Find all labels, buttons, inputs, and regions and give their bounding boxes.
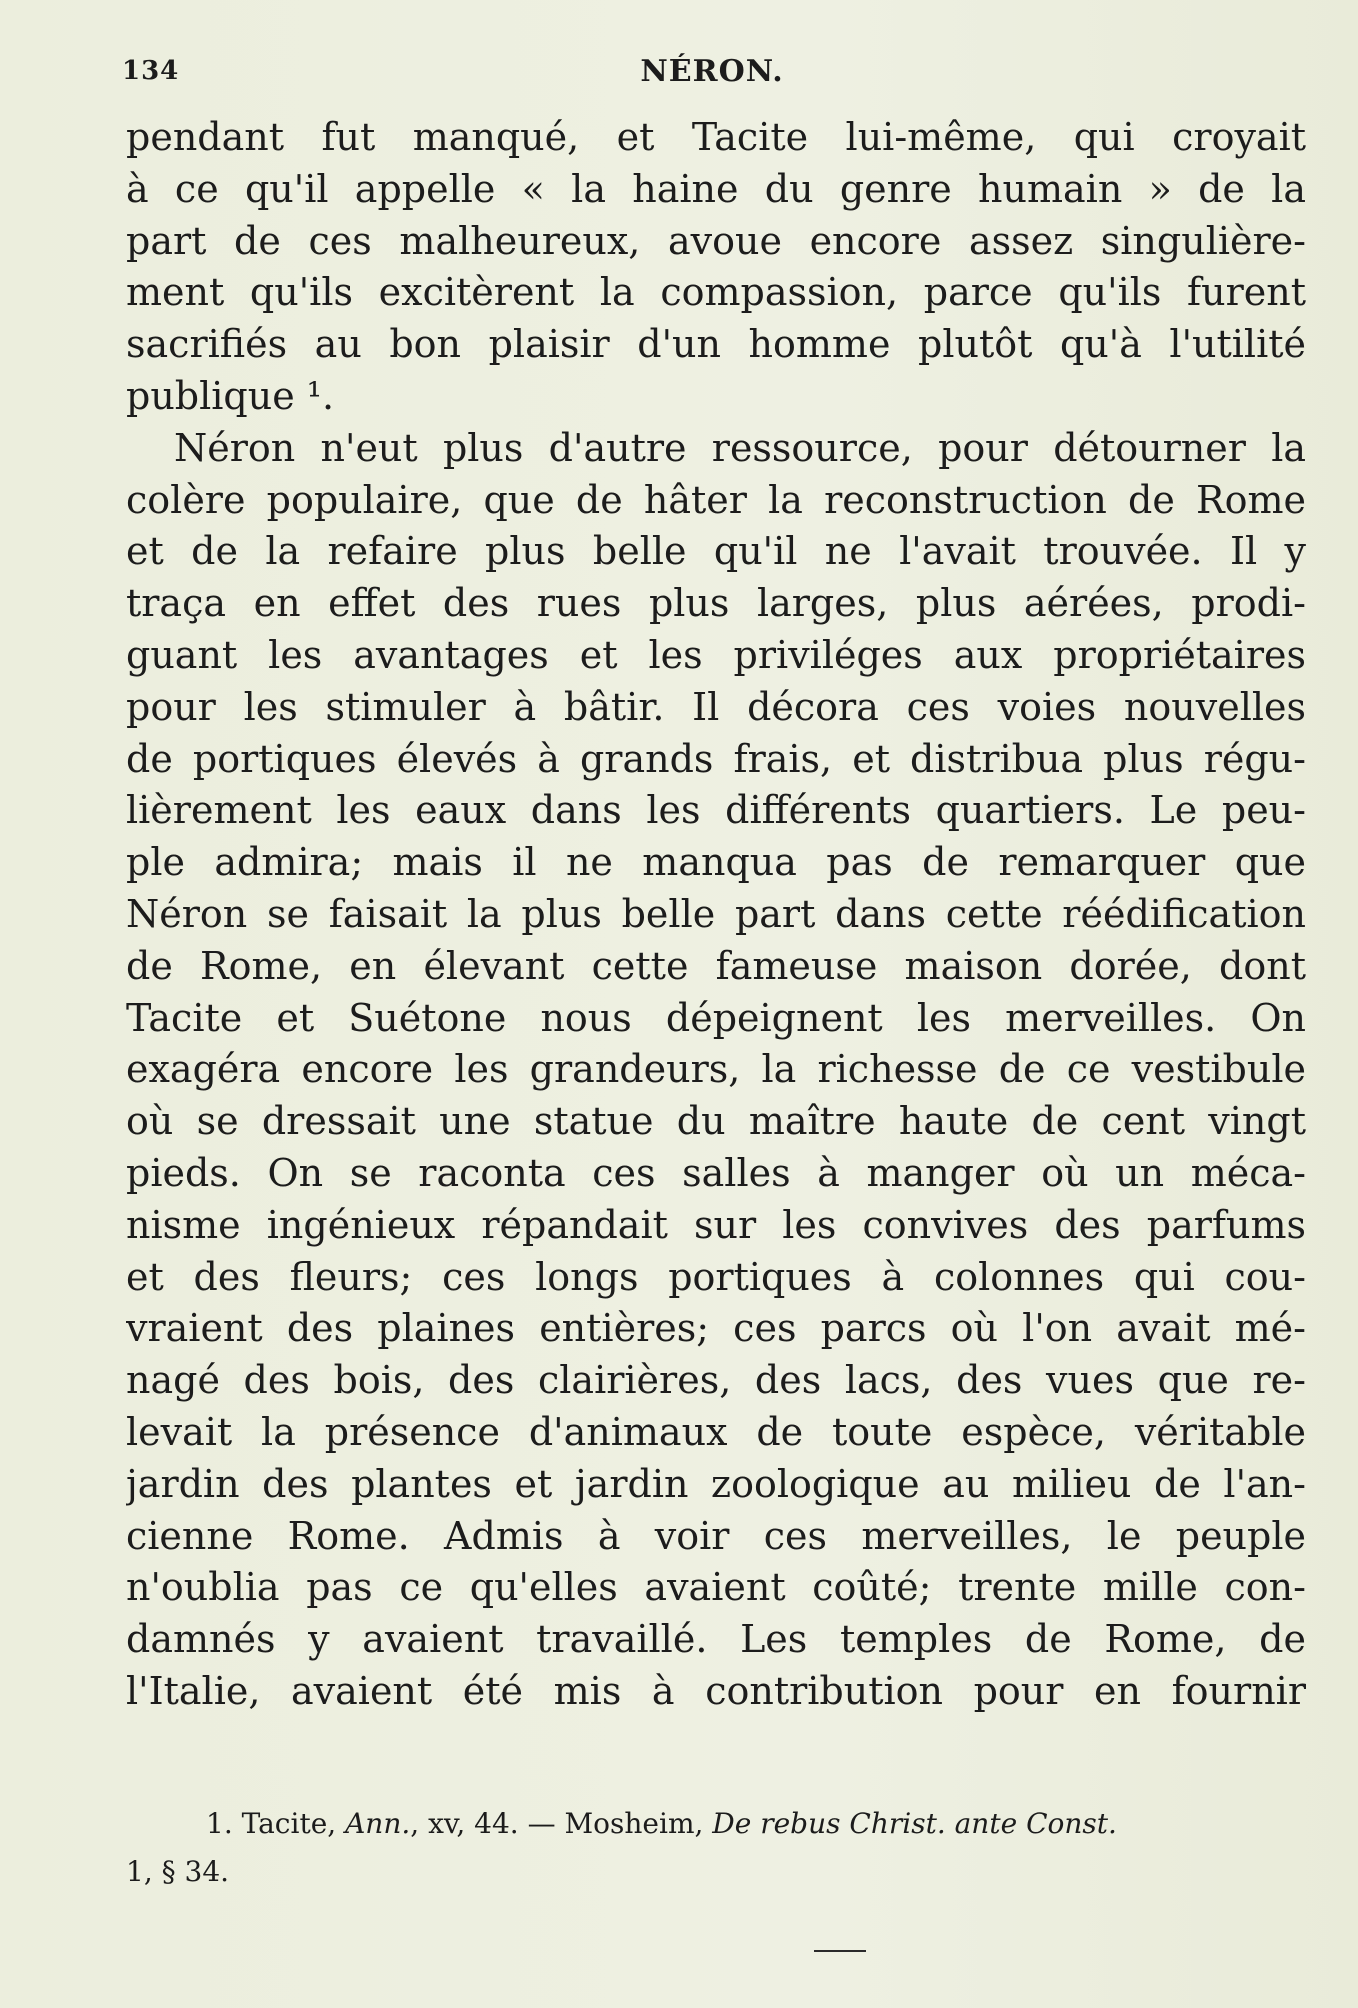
- text-line: Tacite et Suétone nous dépeignent les merveilles. On: [126, 995, 1306, 1040]
- text-line: où se dressait une statue du maître haute de cent vingt: [126, 1099, 1306, 1144]
- text-line: exagéra encore les grandeurs, la richesse de ce vestibule: [126, 1047, 1306, 1092]
- text-line: ment qu'ils excitèrent la compassion, parce qu'ils furent: [126, 270, 1306, 315]
- text-line: sacrifiés au bon plaisir d'un homme plutôt qu'à l'utilité: [126, 322, 1306, 367]
- text-line: vraient des plaines entières; ces parcs où l'on avait mé-: [126, 1306, 1306, 1351]
- text-line: de portiques élevés à grands frais, et distribua plus régu-: [126, 736, 1306, 781]
- footnote-number: 1. Tacite,: [206, 1807, 337, 1840]
- text-line: traça en effet des rues plus larges, plus aérées, prodi-: [126, 581, 1306, 626]
- text-line: damnés y avaient travaillé. Les temples de Rome, de: [126, 1617, 1306, 1662]
- footnote: [126, 1800, 1306, 1896]
- running-head: [122, 50, 1302, 94]
- footnote-italic: Ann.: [345, 1807, 411, 1840]
- page-title: NÉRON.: [640, 54, 784, 89]
- footnote-work-title: De rebus Christ. ante Const.: [712, 1807, 1117, 1840]
- text-line: et de la refaire plus belle qu'il ne l'avait trouvée. Il y: [126, 529, 1306, 574]
- text-line: nagé des bois, des clairières, des lacs, des vues que re-: [126, 1358, 1306, 1403]
- text-line: pour les stimuler à bâtir. Il décora ces voies nouvelles: [126, 684, 1306, 729]
- end-rule: [814, 1950, 866, 1952]
- text-line: lièrement les eaux dans les différents quartiers. Le peu-: [126, 788, 1306, 833]
- body-text: [126, 112, 1306, 1718]
- text-line: levait la présence d'animaux de toute espèce, véritable: [126, 1409, 1306, 1454]
- text-line: Néron se faisait la plus belle part dans cette réédification: [126, 891, 1306, 936]
- text-line: pendant fut manqué, et Tacite lui-même, qui croyait: [126, 115, 1306, 159]
- text-line: jardin des plantes et jardin zoologique au milieu de l'an-: [126, 1461, 1306, 1506]
- text-line: de Rome, en élevant cette fameuse maison dorée, dont: [126, 943, 1306, 988]
- text-line: à ce qu'il appelle « la haine du genre humain » de la: [126, 166, 1306, 211]
- text-line: part de ces malheureux, avoue encore assez singulière-: [126, 218, 1306, 263]
- text-line: pieds. On se raconta ces salles à manger où un méca-: [126, 1150, 1306, 1195]
- footnote-reference: , xv, 44. — Mosheim,: [410, 1807, 704, 1840]
- footnote-line: 1, § 34.: [126, 1855, 230, 1888]
- text-line: cienne Rome. Admis à voir ces merveilles, le peuple: [126, 1513, 1306, 1558]
- footnote-line: [126, 1800, 1306, 1848]
- text-line: colère populaire, que de hâter la reconstruction de Rome: [126, 477, 1306, 522]
- page-number: 134: [122, 56, 180, 86]
- text-line: ple admira; mais il ne manqua pas de remarquer que: [126, 840, 1306, 885]
- text-line: guant les avantages et les priviléges aux propriétaires: [126, 632, 1306, 677]
- text-line: publique ¹.: [126, 373, 335, 418]
- text-line: nisme ingénieux répandait sur les convives des parfums: [126, 1202, 1306, 1247]
- text-line: et des fleurs; ces longs portiques à colonnes qui cou-: [126, 1254, 1306, 1299]
- text-line: Néron n'eut plus d'autre ressource, pour détourner la: [174, 425, 1306, 470]
- text-line: n'oublia pas ce qu'elles avaient coûté; trente mille con-: [126, 1565, 1306, 1610]
- text-line: l'Italie, avaient été mis à contribution pour en fournir: [126, 1668, 1306, 1713]
